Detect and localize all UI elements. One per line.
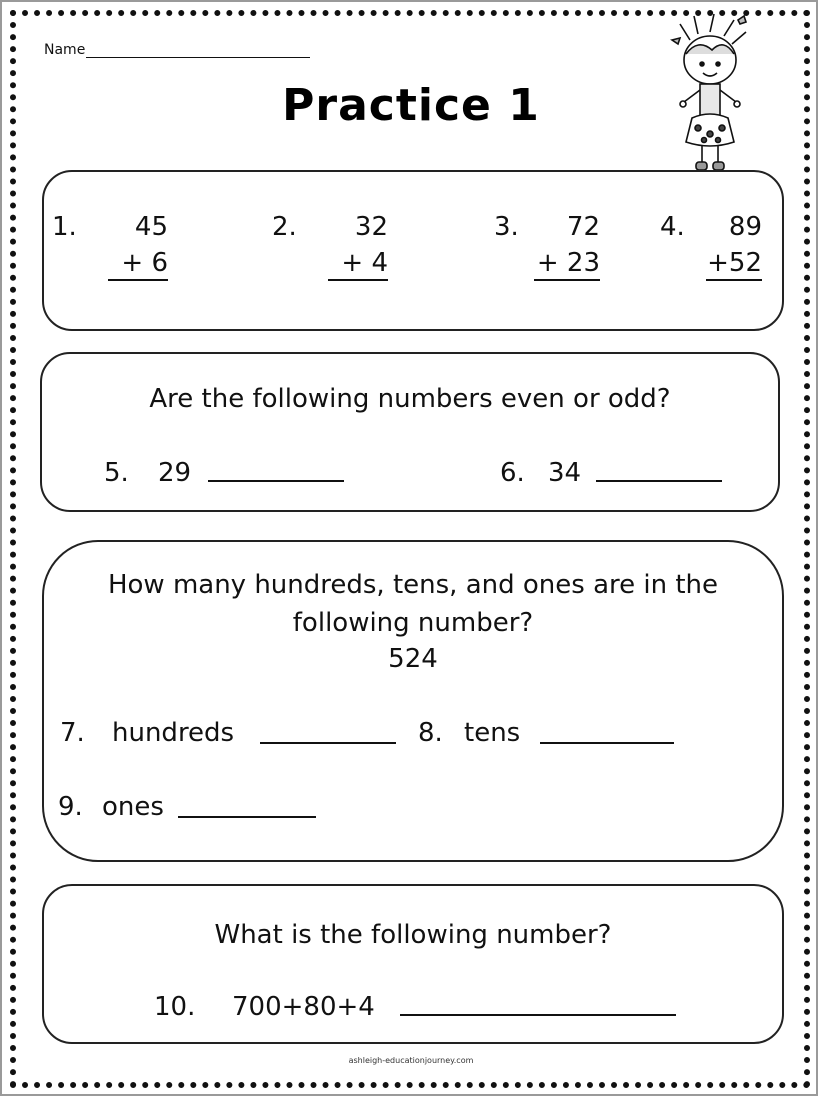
place-value-section	[42, 540, 784, 862]
name-field[interactable]	[44, 42, 310, 58]
problem-1-bottom: + 6	[108, 250, 168, 281]
item-8-number: 8.	[418, 718, 443, 748]
item-9-label: ones	[102, 792, 164, 822]
even-odd-question: Are the following numbers even or odd?	[149, 384, 671, 414]
expanded-form-section	[42, 884, 784, 1044]
item-10-answer-line[interactable]	[400, 992, 676, 1016]
problem-4-top: 89	[728, 212, 762, 242]
item-8-answer-line[interactable]	[540, 720, 674, 744]
name-label: Name	[44, 42, 86, 58]
item-8-label: tens	[464, 718, 521, 748]
problem-2-number: 2.	[272, 212, 297, 242]
item-7-label: hundreds	[112, 718, 235, 748]
addition-section	[42, 170, 784, 331]
item-7-answer-line[interactable]	[260, 720, 396, 744]
expanded-form-question: What is the following number?	[214, 920, 612, 950]
problem-3-top: 72	[566, 212, 600, 242]
item-7-number: 7.	[60, 718, 85, 748]
problem-2-top: 32	[354, 212, 388, 242]
even-odd-section	[40, 352, 780, 512]
item-5-value: 29	[158, 458, 192, 488]
item-5-answer-line[interactable]	[208, 458, 344, 482]
item-9-answer-line[interactable]	[178, 794, 316, 818]
problem-2-bottom: + 4	[328, 250, 388, 281]
place-value-question-line-2: following number?	[292, 608, 534, 638]
item-6-answer-line[interactable]	[596, 458, 722, 482]
problem-4-bottom: +52	[706, 250, 762, 281]
item-5-number: 5.	[104, 458, 129, 488]
item-6-number: 6.	[500, 458, 525, 488]
problem-1-top: 45	[134, 212, 168, 242]
item-10-expression: 700+80+4	[232, 992, 375, 1022]
page-title: Practice 1	[282, 80, 540, 131]
item-6-value: 34	[548, 458, 582, 488]
place-value-number: 524	[388, 644, 438, 674]
problem-3-bottom: + 23	[534, 250, 600, 281]
item-9-number: 9.	[58, 792, 83, 822]
item-10-number: 10.	[154, 992, 196, 1022]
girl-mascot-icon	[650, 10, 770, 175]
problem-3-number: 3.	[494, 212, 519, 242]
problem-1-number: 1.	[52, 212, 77, 242]
footer-credit: ashleigh-educationjourney.com	[348, 1056, 474, 1065]
name-blank-line[interactable]	[86, 43, 310, 58]
problem-4-number: 4.	[660, 212, 685, 242]
place-value-question-line-1: How many hundreds, tens, and ones are in the	[107, 570, 719, 600]
